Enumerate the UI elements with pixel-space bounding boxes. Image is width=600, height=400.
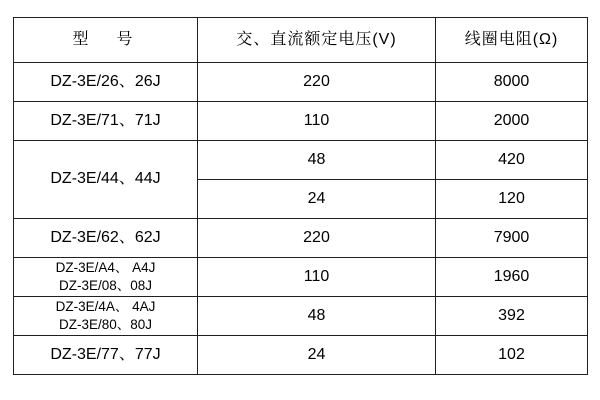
cell-resistance: 8000	[436, 63, 588, 102]
cell-resistance: 7900	[436, 219, 588, 258]
table-row	[14, 102, 588, 141]
cell-voltage: 24	[198, 336, 436, 375]
cell-resistance: 392	[436, 297, 588, 336]
cell-model	[14, 297, 198, 336]
cell-resistance: 120	[436, 180, 588, 219]
table-row	[14, 336, 588, 375]
cell-model-line: DZ-3E/A4、 A4J	[55, 259, 156, 275]
cell-model	[14, 258, 198, 297]
cell-model: DZ-3E/44、44J	[14, 141, 198, 219]
cell-voltage: 48	[198, 141, 436, 180]
cell-model-multiline	[14, 259, 197, 295]
table-row	[14, 63, 588, 102]
cell-voltage: 110	[198, 102, 436, 141]
table-row	[14, 219, 588, 258]
cell-voltage: 220	[198, 219, 436, 258]
cell-voltage: 110	[198, 258, 436, 297]
cell-voltage: 220	[198, 63, 436, 102]
cell-model-multiline	[14, 298, 197, 334]
cell-voltage: 24	[198, 180, 436, 219]
cell-model-line: DZ-3E/4A、 4AJ	[55, 298, 156, 314]
table-row	[14, 297, 588, 336]
cell-model-line: DZ-3E/08、08J	[58, 278, 153, 293]
cell-model: DZ-3E/26、26J	[14, 63, 198, 102]
column-header-resistance: 线圈电阻(Ω)	[436, 18, 588, 63]
specification-table	[13, 17, 588, 375]
cell-resistance: 2000	[436, 102, 588, 141]
cell-model-line: DZ-3E/80、80J	[58, 317, 153, 332]
cell-resistance: 1960	[436, 258, 588, 297]
cell-resistance: 102	[436, 336, 588, 375]
cell-resistance: 420	[436, 141, 588, 180]
table-header-row	[14, 18, 588, 63]
cell-model: DZ-3E/62、62J	[14, 219, 198, 258]
table-row	[14, 141, 588, 180]
table-row	[14, 258, 588, 297]
table-body	[14, 18, 588, 375]
cell-model: DZ-3E/77、77J	[14, 336, 198, 375]
column-header-model: 型 号	[14, 18, 198, 63]
column-header-voltage: 交、直流额定电压(V)	[198, 18, 436, 63]
cell-voltage: 48	[198, 297, 436, 336]
cell-model: DZ-3E/71、71J	[14, 102, 198, 141]
